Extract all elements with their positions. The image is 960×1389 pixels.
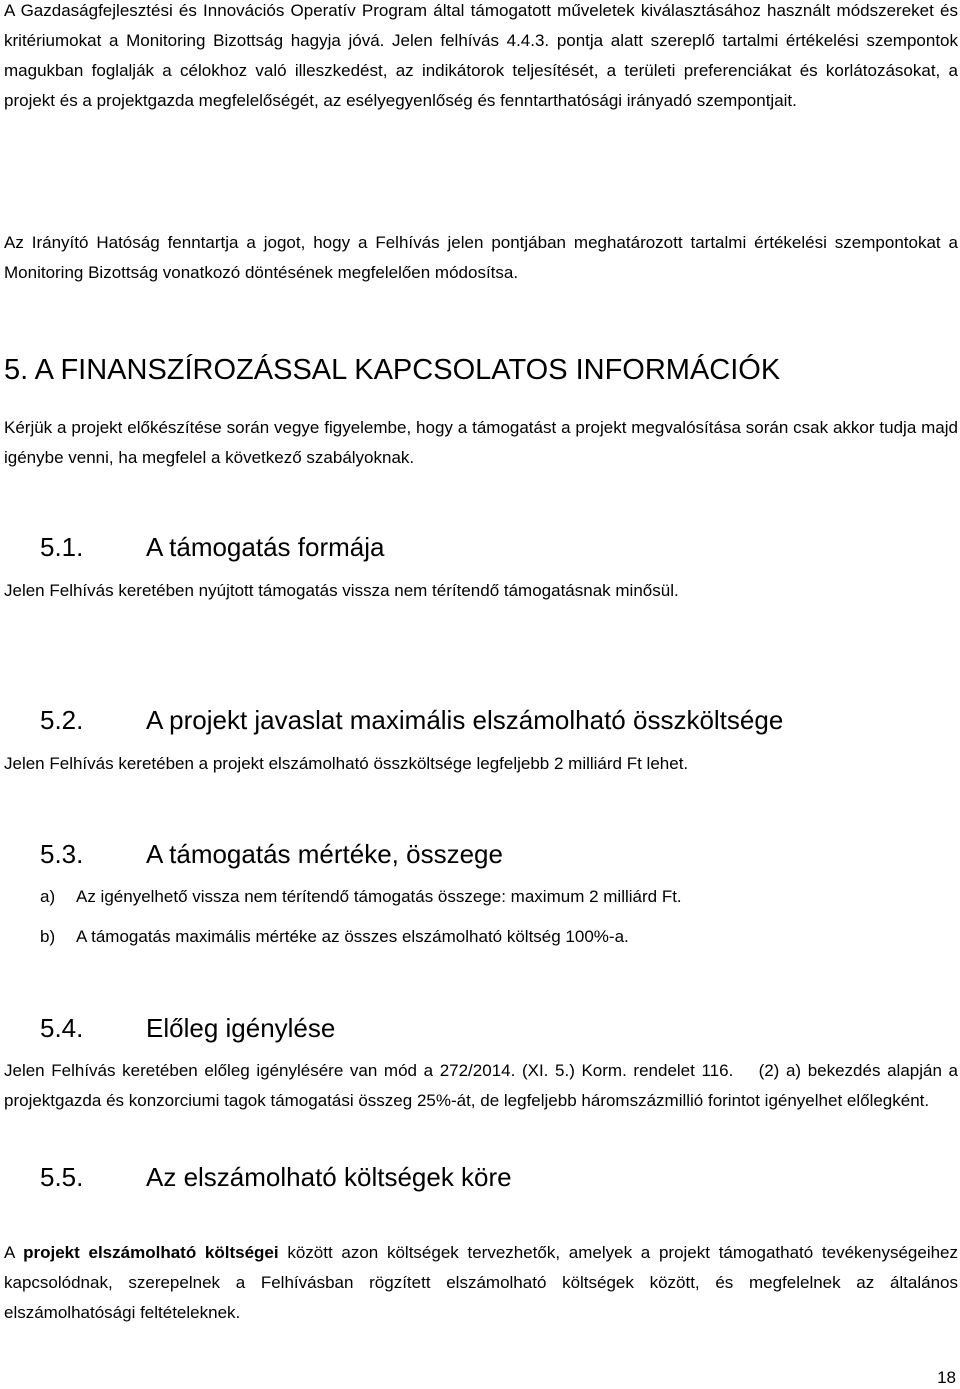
list-item-text: Az igényelhető vissza nem térítendő támogatás összege: maximum 2 milliárd Ft.	[76, 887, 682, 906]
subsection-title: Az elszámolható költségek köre	[146, 1162, 512, 1192]
paragraph-advance-payment	[4, 1056, 958, 1116]
subsection-number: 5.4.	[40, 1013, 84, 1043]
list-item	[40, 884, 682, 910]
subsection-heading-5-4	[40, 1012, 335, 1044]
subsection-heading-5-1	[40, 531, 384, 563]
page-number: 18	[937, 1368, 956, 1387]
subsection-title: Előleg igénylése	[146, 1013, 336, 1043]
section-heading-financing: 5. A FINANSZÍROZÁSSAL KAPCSOLATOS INFORMÁCIÓK	[4, 354, 781, 386]
subsection-title: A támogatás mértéke, összege	[146, 839, 503, 869]
subsection-title: A projekt javaslat maximális elszámolható összköltsége	[146, 705, 784, 735]
paragraph-eligible-costs	[4, 1238, 958, 1328]
subsection-heading-5-2	[40, 704, 783, 736]
paragraph-evaluation-criteria: A Gazdaságfejlesztési és Innovációs Operatív Program által támogatott műveletek kiválasztásához használt módszereket és kritériumokat a Monitoring Bizottság hagyja jóvá. Jelen felhívás 4.4.3. pontja alatt szereplő tartalmi értékelési szempontok magukban foglalják a célokhoz való illeszkedést, az indikátorok teljesítését, a területi preferenciákat és korlátozásokat, a projekt és a projektgazda megfelelőségét, az esélyegyenlőség és fenntarthatósági irányadó szempontjait.	[4, 1, 958, 110]
paragraph-advance-payment-part-2: (2) a) bekezdés alapján a projektgazda és konzorciumi tagok támogatási összeg 25%-át, de legfeljebb háromszázmillió forintot igényelhet előlegként.	[4, 1061, 958, 1110]
paragraph-eligible-costs-lead: A	[4, 1243, 15, 1262]
paragraph-advance-payment-part-1: Jelen Felhívás keretében előleg igénylésére van mód a 272/2014. (XI. 5.) Korm. rendelet 116.	[4, 1061, 734, 1080]
subsection-number: 5.3.	[40, 839, 84, 869]
list-marker: a)	[40, 887, 56, 906]
subsection-number: 5.1.	[40, 532, 84, 562]
subsection-number: 5.5.	[40, 1162, 84, 1192]
list-marker: b)	[40, 927, 56, 946]
paragraph-max-cost: Jelen Felhívás keretében a projekt elszámolható összköltsége legfeljebb 2 milliárd Ft lehet.	[4, 754, 689, 773]
paragraph-financing-intro: Kérjük a projekt előkészítése során vegye figyelembe, hogy a támogatást a projekt megvalósítása során csak akkor tudja majd igénybe venni, ha megfelel a következő szabályoknak.	[4, 418, 958, 467]
subsection-heading-5-5	[40, 1161, 512, 1193]
paragraph-support-form: Jelen Felhívás keretében nyújtott támogatás vissza nem térítendő támogatásnak minősül.	[4, 581, 679, 600]
eligible-costs-term: projekt elszámolható költségei	[23, 1243, 279, 1262]
list-item-text: A támogatás maximális mértéke az összes elszámolható költség 100%-a.	[76, 927, 629, 946]
paragraph-eligible-costs-body: között azon költségek tervezhetők, amelyek a projekt támogatható tevékenységeihez kapcsolódnak, szerepelnek a Felhívásban rögzített elszámolható költségek között, és megfelelnek az általános elszámolhatósági feltételeknek.	[4, 1243, 959, 1322]
paragraph-authority-rights: Az Irányító Hatóság fenntartja a jogot, hogy a Felhívás jelen pontjában meghatározott tartalmi értékelési szempontokat a Monitoring Bizottság vonatkozó döntésének megfelelően módosítsa.	[4, 233, 958, 282]
list-item	[40, 924, 629, 950]
subsection-heading-5-3	[40, 838, 503, 870]
subsection-title: A támogatás formája	[146, 532, 385, 562]
subsection-number: 5.2.	[40, 705, 84, 735]
